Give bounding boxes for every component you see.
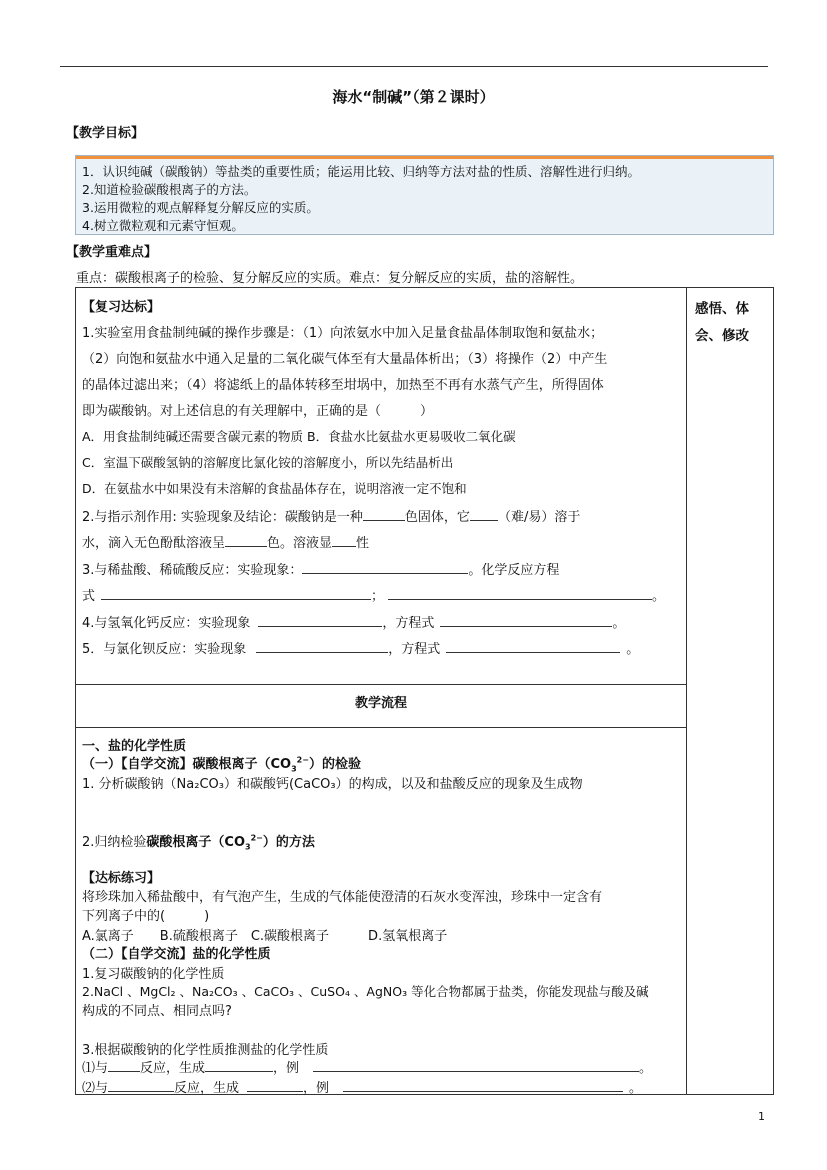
question-1-line: （2）向饱和氨盐水中通入足量的二氧化碳气体至有大量晶体析出；（3）将操作（2）中产生 bbox=[82, 352, 608, 367]
practice-options: A.氯离子 B.硫酸根离子 C.碳酸根离子 D.氢氧根离子 bbox=[82, 929, 448, 944]
side-column-header bbox=[695, 296, 749, 350]
q2-text: 色固体，它 bbox=[404, 510, 470, 525]
q3-text: 3.与稀盐酸、稀硫酸反应：实验现象： bbox=[82, 563, 303, 578]
blank bbox=[205, 1059, 273, 1072]
practice-question: 下列离子中的( ) bbox=[82, 909, 210, 924]
goals-box bbox=[75, 155, 774, 235]
blank bbox=[313, 1059, 639, 1072]
keypoints-text: 重点：碳酸根离子的检验、复分解反应的实质。难点：复分解反应的实质，盐的溶解性。 bbox=[76, 271, 584, 286]
q4-text: 。 bbox=[612, 616, 626, 631]
reaction-2-line bbox=[82, 1077, 642, 1096]
question-4-line bbox=[82, 612, 625, 631]
q4-text: 4.与氢氧化钙反应：实验现象 bbox=[82, 616, 251, 631]
q3-text: 。 bbox=[652, 589, 666, 604]
side-column-line: 感悟、体 bbox=[695, 301, 749, 317]
question-3-line bbox=[82, 559, 559, 578]
page-number: 1 bbox=[758, 1110, 765, 1123]
blank bbox=[101, 587, 371, 600]
q2-text: 色。溶液显 bbox=[267, 536, 333, 551]
section-1-title: 一、盐的化学性质 bbox=[82, 739, 187, 754]
blank bbox=[108, 1059, 140, 1072]
question-1-option: A．用食盐制纯碱还需要含碳元素的物质 B．食盐水比氨盐水更易吸收二氧化碳 bbox=[82, 429, 516, 444]
practice-header: 【达标练习】 bbox=[82, 871, 161, 886]
blank bbox=[108, 1079, 174, 1092]
blank bbox=[225, 534, 267, 547]
header-rule bbox=[60, 66, 768, 67]
q5-text: 5．与氯化钡反应：实验现象 bbox=[82, 642, 247, 657]
q2-text: （难/易）溶于 bbox=[497, 510, 581, 525]
question-1-line: 1.实验室用食盐制纯碱的操作步骤是：（1）向浓氨水中加入足量食盐晶体制取饱和氨盐水； bbox=[82, 326, 604, 341]
review-header: 【复习达标】 bbox=[82, 300, 161, 315]
subsection-1-title bbox=[82, 753, 361, 774]
reaction-1-line bbox=[82, 1057, 652, 1076]
goal-2: 2.知道检验碳酸根离子的方法。 bbox=[82, 182, 257, 197]
question-1-option: C．室温下碳酸氢钠的溶解度比氯化铵的溶解度小，所以先结晶析出 bbox=[82, 455, 454, 470]
q4-text: ，方程式 bbox=[382, 616, 435, 631]
p2-subscript: 3 bbox=[245, 842, 251, 852]
subsection-2-title: （二）【自学交流】盐的化学性质 bbox=[82, 947, 271, 962]
p2-superscript: 2− bbox=[250, 833, 263, 843]
blank bbox=[247, 1079, 303, 1092]
p2-text: 2.归纳检验 bbox=[82, 835, 147, 850]
sub1-subscript: 3 bbox=[291, 764, 297, 774]
goals-box-accent bbox=[76, 156, 773, 159]
blank bbox=[343, 1079, 623, 1092]
r2-text: ⑵与 bbox=[82, 1081, 109, 1096]
q3-text: ； bbox=[371, 589, 385, 604]
p2-text: 碳酸根离子（CO bbox=[146, 835, 245, 850]
sub1-superscript: 2− bbox=[296, 755, 309, 765]
question-2-line bbox=[82, 532, 369, 551]
paragraph-1: 1. 分析碳酸钠（Na₂CO₃）和碳酸钙(CaCO₃）的构成，以及和盐酸反应的现象及生成物 bbox=[82, 777, 583, 792]
r1-text: 反应，生成 bbox=[140, 1061, 206, 1076]
question-1-line: 即为碳酸钠。对上述信息的有关理解中，正确的是（ ） bbox=[82, 404, 434, 419]
paragraph-3: 1.复习碳酸钠的化学性质 bbox=[82, 967, 225, 982]
keypoints-header: 【教学重难点】 bbox=[66, 245, 158, 260]
r1-text: 。 bbox=[639, 1061, 653, 1076]
r1-text: ，例 bbox=[273, 1061, 300, 1076]
q3-text: 式 bbox=[82, 589, 96, 604]
blank bbox=[332, 534, 356, 547]
q5-text: ，方程式 bbox=[388, 642, 441, 657]
blank bbox=[446, 640, 620, 653]
q5-text: 。 bbox=[626, 642, 640, 657]
blank bbox=[258, 614, 382, 627]
q2-text: 2.与指示剂作用: 实验现象及结论：碳酸钠是一种 bbox=[82, 510, 363, 525]
paragraph-4: 2.NaCl 、MgCl₂ 、Na₂CO₃ 、CaCO₃ 、CuSO₄ 、AgNO₃ 等化合物都属于盐类，你能发现盐与酸及碱 bbox=[82, 984, 649, 999]
goal-4: 4.树立微粒观和元素守恒观。 bbox=[82, 218, 244, 233]
r2-text: ，例 bbox=[303, 1081, 330, 1096]
table-row-divider bbox=[75, 684, 687, 685]
q2-text: 水，滴入无色酚酞溶液呈 bbox=[82, 536, 226, 551]
goal-1: 1．认识纯碱（碳酸钠）等盐类的重要性质；能运用比较、归纳等方法对盐的性质、溶解性进行归纳。 bbox=[82, 164, 640, 179]
question-1-line: 的晶体过滤出来；（4）将滤纸上的晶体转移至坩埚中，加热至不再有水蒸气产生，所得固体 bbox=[82, 378, 604, 393]
blank bbox=[388, 587, 652, 600]
r2-text: 。 bbox=[629, 1081, 643, 1096]
table-column-divider bbox=[686, 287, 687, 1095]
question-5-line bbox=[82, 638, 639, 657]
r2-text: 反应，生成 bbox=[174, 1081, 240, 1096]
blank bbox=[470, 508, 498, 521]
q3-text: 。化学反应方程 bbox=[468, 563, 560, 578]
side-column-line: 会、修改 bbox=[695, 328, 749, 344]
p2-text: ）的方法 bbox=[262, 835, 315, 850]
page-title: 海水“制碱”（第２课时） bbox=[332, 88, 495, 106]
blank bbox=[256, 640, 388, 653]
blank bbox=[363, 508, 405, 521]
blank bbox=[440, 614, 612, 627]
practice-question: 将珍珠加入稀盐酸中，有气泡产生，生成的气体能使澄清的石灰水变浑浊，珍珠中一定含有 bbox=[82, 890, 603, 905]
sub1-text: ）的检验 bbox=[308, 757, 361, 772]
question-1-option: D．在氨盐水中如果没有未溶解的食盐晶体存在，说明溶液一定不饱和 bbox=[82, 481, 467, 496]
sub1-text: （一）【自学交流】碳酸根离子（CO bbox=[82, 757, 292, 772]
goals-header: 【教学目标】 bbox=[66, 126, 145, 141]
q2-text: 性 bbox=[356, 536, 370, 551]
blank bbox=[302, 561, 468, 574]
paragraph-5: 3.根据碳酸钠的化学性质推测盐的化学性质 bbox=[82, 1043, 329, 1058]
question-2-line bbox=[82, 506, 580, 525]
paragraph-2 bbox=[82, 831, 315, 852]
goal-3: 3.运用微粒的观点解释复分解反应的实质。 bbox=[82, 200, 319, 215]
r1-text: ⑴与 bbox=[82, 1061, 109, 1076]
paragraph-4: 构成的不同点、相同点吗? bbox=[82, 1004, 232, 1019]
flow-header: 教学流程 bbox=[354, 696, 407, 711]
table-row-divider bbox=[75, 727, 687, 728]
question-3-line bbox=[82, 585, 665, 604]
